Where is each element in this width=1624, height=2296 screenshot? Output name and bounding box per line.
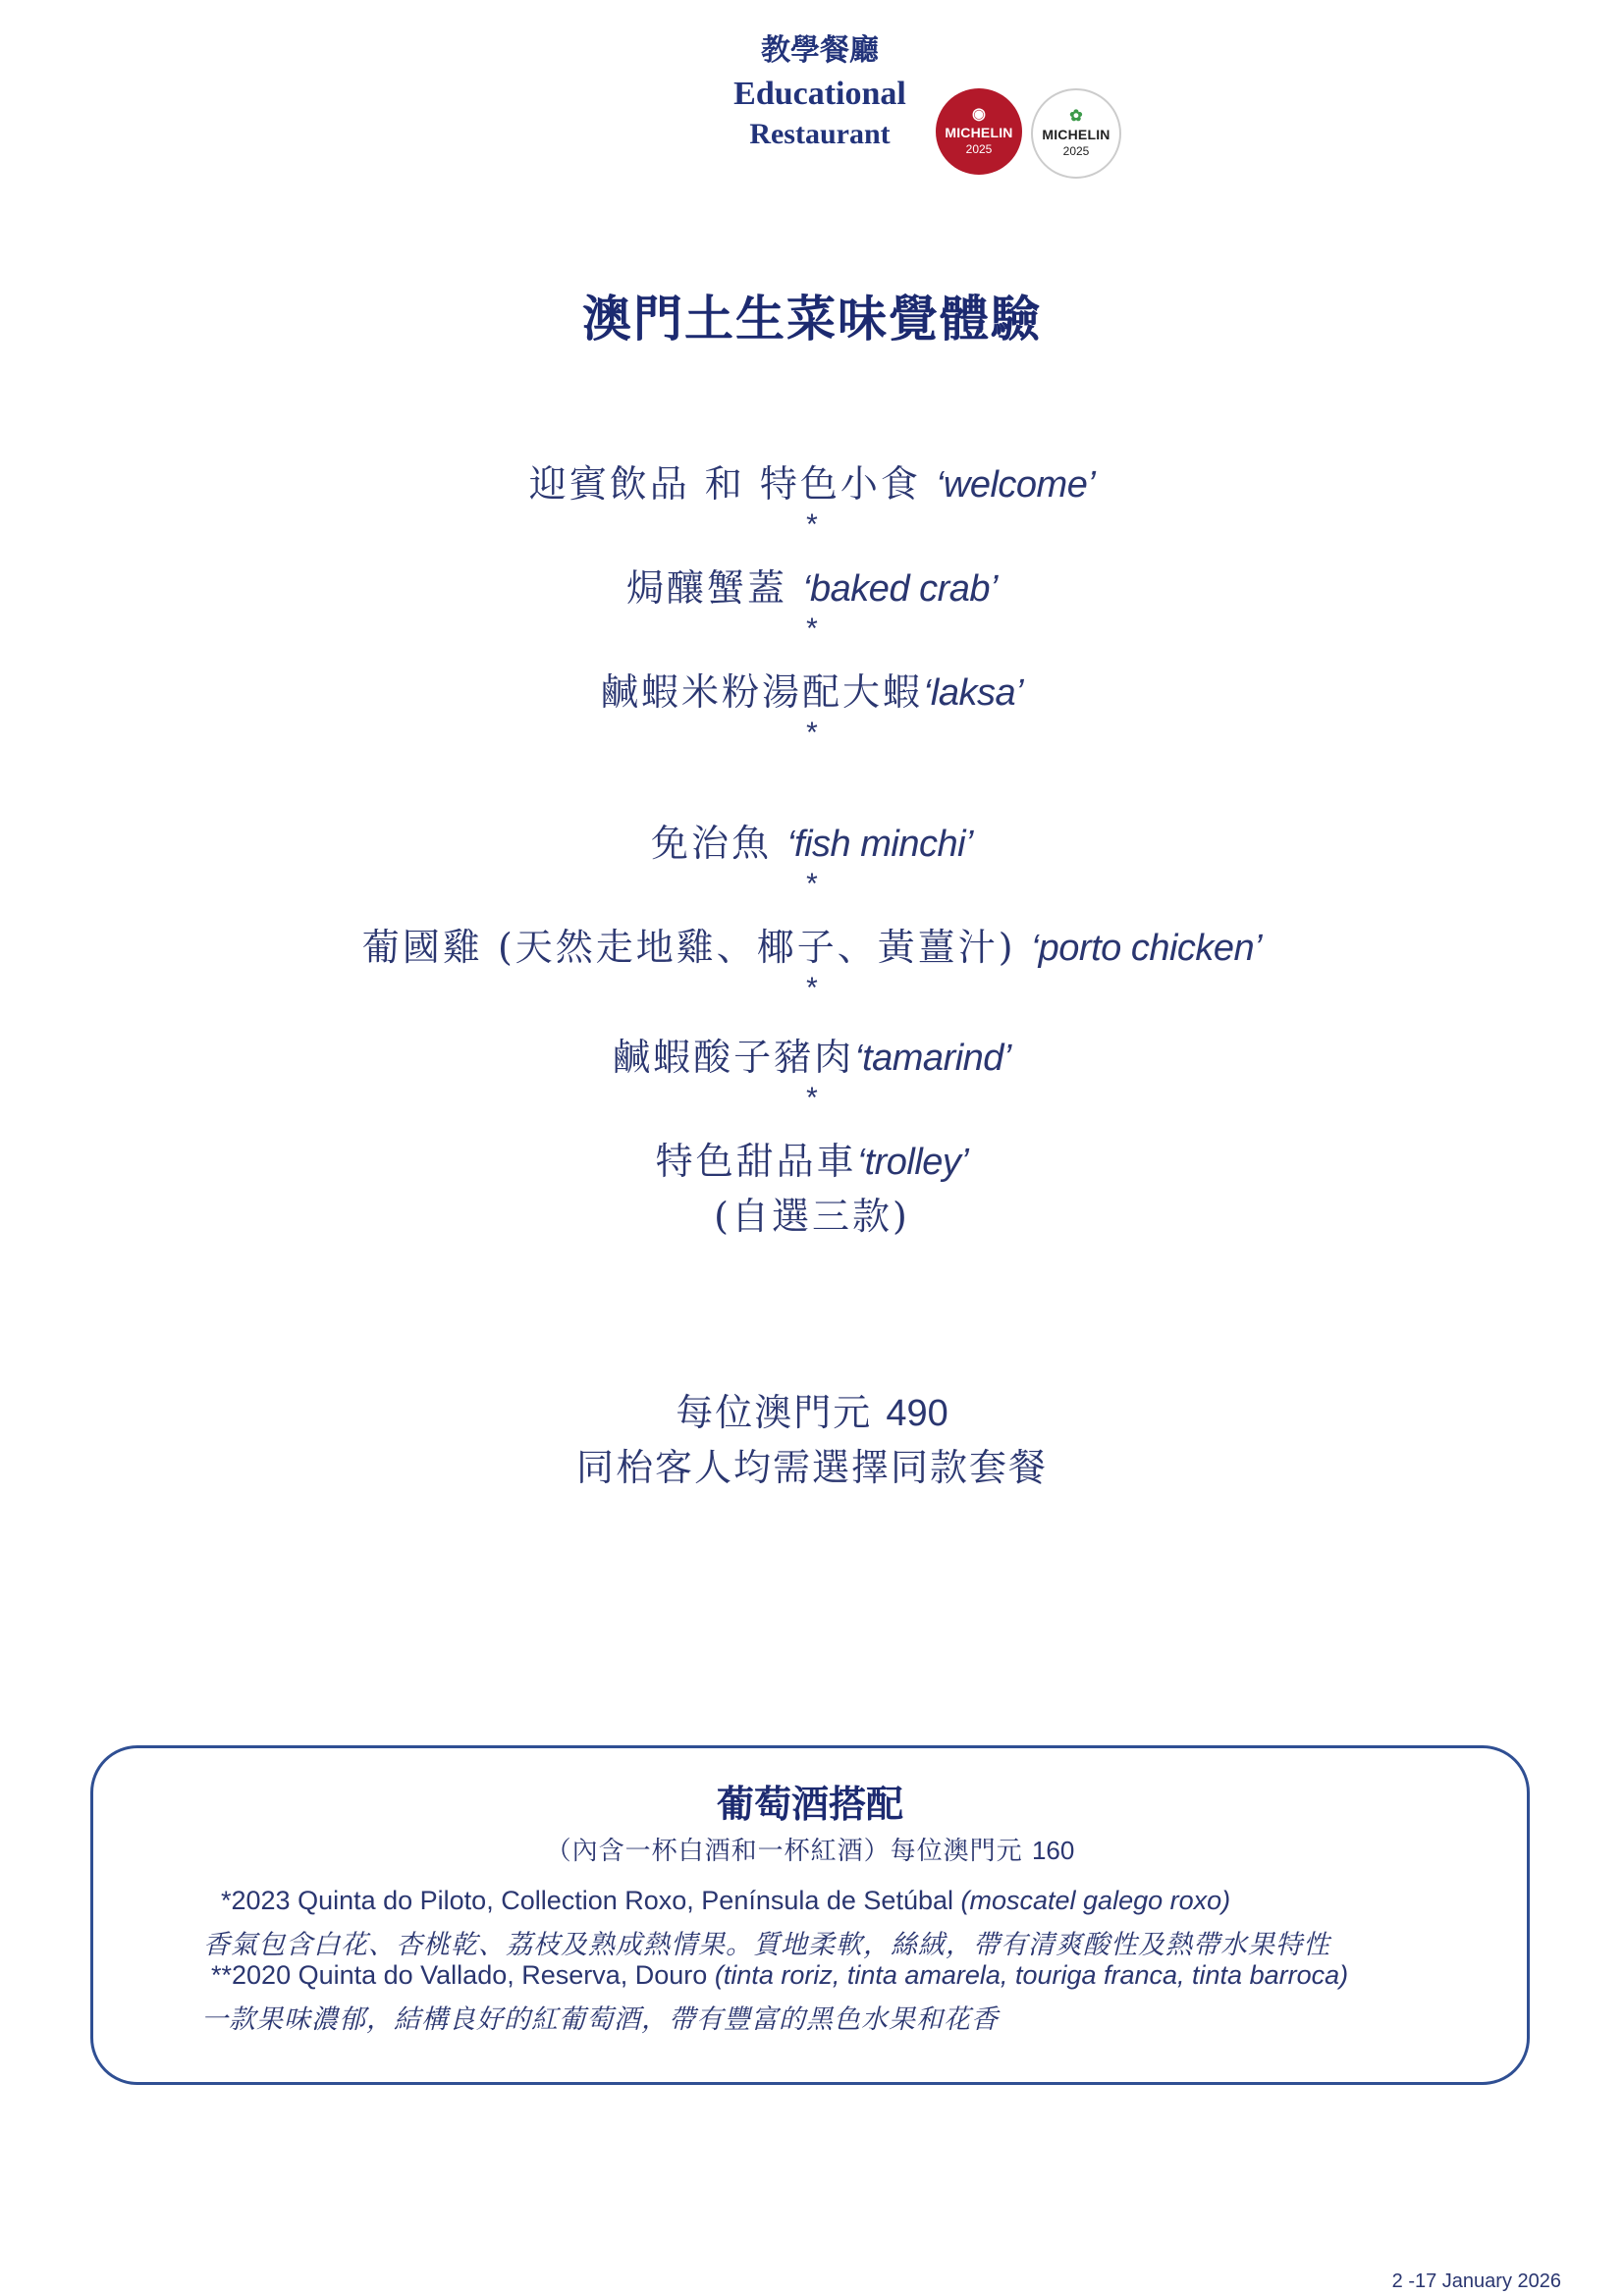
wine-1-grape: (moscatel galego roxo) — [960, 1886, 1231, 1915]
menu-item-name-en: ‘porto chicken’ — [1030, 928, 1263, 969]
wine-pairing-price-amount: 160 — [1031, 1836, 1075, 1865]
menu-item-name-en: ‘fish minchi’ — [786, 824, 973, 865]
clover-icon: ✿ — [1069, 108, 1083, 125]
badge-year: 2025 — [1062, 144, 1090, 158]
menu-item-name-en: ‘laksa’ — [922, 672, 1024, 714]
wine-1-description: 香氣包含白花、杏桃乾、荔枝及熟成熱情果。質地柔軟，絲絨，帶有清爽酸性及熱帶水果特性 — [203, 1930, 1330, 1960]
menu-item-tamarind — [0, 1027, 1624, 1081]
dessert-note: (自選三款) — [714, 1195, 910, 1238]
menu-item-name-en: ‘welcome’ — [935, 464, 1096, 506]
wine-2-name: **2020 Quinta do Vallado, Reserva, Douro — [211, 1960, 715, 1990]
wine-2 — [211, 1960, 1624, 1991]
michelin-guide-badge — [936, 88, 1022, 175]
menu-item-name-zh: 鹹蝦米粉湯配大蝦 — [600, 670, 923, 714]
same-menu-note: 同枱客人均需選擇同款套餐 — [575, 1446, 1048, 1489]
menu-item-name-en: ‘tamarind’ — [854, 1038, 1011, 1079]
page-title: 澳門土生菜味覺體驗 — [582, 290, 1042, 347]
restaurant-name-en-line2: Restaurant — [749, 118, 891, 150]
wine-2-description: 一款果味濃郁，結構良好的紅葡萄酒，帶有豐富的黑色水果和花香 — [201, 2004, 999, 2035]
menu-separator: * — [806, 508, 818, 541]
menu-item-laksa — [0, 662, 1624, 716]
menu-separator: * — [806, 717, 818, 749]
menu-separator: * — [806, 972, 818, 1004]
badge-label: MICHELIN — [1042, 127, 1110, 142]
price-label: 每位澳門元 — [676, 1391, 887, 1434]
badge-year: 2025 — [965, 142, 993, 156]
wine-pairing-title: 葡萄酒搭配 — [716, 1782, 903, 1826]
restaurant-logo — [707, 29, 933, 153]
menu-item-name-zh: 迎賓飲品 和 特色小食 — [528, 462, 936, 506]
menu-item-fish-minchi — [0, 813, 1624, 867]
badge-label: MICHELIN — [945, 125, 1013, 140]
menu-separator: * — [806, 1082, 818, 1114]
wine-2-grape: (tinta roriz, tinta amarela, touriga franca, tinta barroca) — [714, 1960, 1349, 1990]
menu-item-porto-chicken — [0, 917, 1624, 971]
michelin-green-star-badge — [1031, 88, 1121, 179]
menu-item-name-en: ‘trolley’ — [856, 1142, 969, 1183]
menu-item-name-zh: 焗釀蟹蓋 — [626, 566, 803, 610]
wine-1-name: *2023 Quinta do Piloto, Collection Roxo, Península de Setúbal — [221, 1886, 961, 1915]
menu-item-welcome — [0, 454, 1624, 507]
menu-item-name-zh: 葡國雞 (天然走地雞、椰子、黃薑汁) — [361, 926, 1031, 969]
wine-pairing-box — [90, 1745, 1530, 2085]
header — [0, 29, 1624, 167]
wine-pairing-price — [93, 1831, 1527, 1867]
menu-separator: * — [806, 868, 818, 900]
restaurant-name-zh: 教學餐廳 — [761, 33, 879, 68]
menu-item-trolley — [0, 1131, 1624, 1185]
wine-1 — [221, 1886, 1624, 1916]
price-per-person — [0, 1382, 1624, 1436]
menu-separator: * — [806, 613, 818, 645]
menu-item-baked-crab — [0, 558, 1624, 612]
menu-item-name-zh: 免治魚 — [651, 822, 787, 865]
menu-item-name-en: ‘baked crab’ — [802, 568, 998, 610]
menu-date: 2 -17 January 2026 — [1391, 2270, 1561, 2292]
menu-item-name-zh: 鹹蝦酸子豬肉 — [613, 1036, 855, 1079]
price-amount: 490 — [886, 1393, 948, 1434]
michelin-bibendum-icon: ◉ — [972, 106, 986, 123]
restaurant-name-en-line1: Educational — [733, 76, 906, 112]
wine-pairing-price-label: （內含一杯白酒和一杯紅酒）每位澳門元 — [545, 1837, 1032, 1866]
menu-item-name-zh: 特色甜品車 — [655, 1140, 857, 1183]
